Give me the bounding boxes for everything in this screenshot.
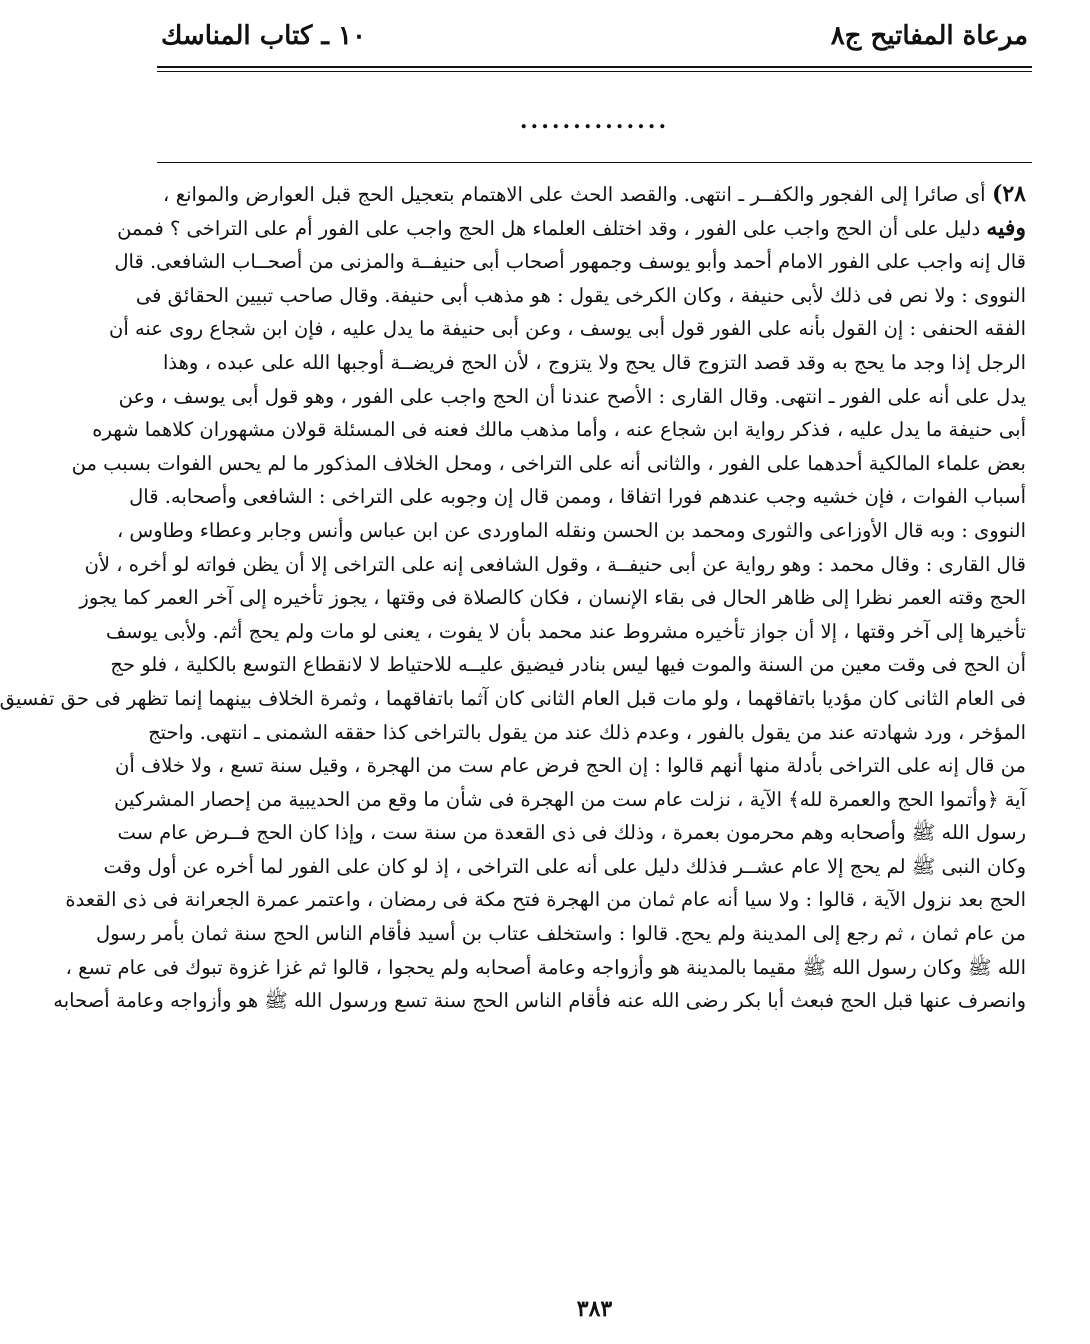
text-line — [79, 581, 1026, 615]
line-text: آية ﴿وأتموا الحج والعمرة لله﴾ الآية ، نزلت عام ست من الهجرة فى شأن ما وقع من الحديبية من إحصار المشركين — [114, 787, 1026, 811]
text-line — [135, 279, 1026, 313]
line-text: بعض علماء المالكية أحدهما على الفور ، والثانى أنه على التراخى ، ومحل الخلاف المذكور ما لم يحس الفوات بسبب من — [71, 451, 1026, 475]
line-text: رسول الله ﷺ وأصحابه وهم محرمون بعمرة ، وذلك فى ذى القعدة من سنة ست ، وإذا كان الحج فــرض عام ست — [117, 821, 1026, 845]
text-line — [116, 514, 1026, 548]
line-text: الله ﷺ وكان رسول الله ﷺ مقيما بالمدينة هو وأزواجه وعامة أصحابه ولم يحجوا ، قالوا ثم غزا غزوة تبوك فى عام تسع ، — [65, 955, 1026, 979]
line-text: الحج بعد نزول الآية ، قالوا : ولا سيا أنه عام ثمان من الهجرة فتح مكة فى رمضان ، واعتمر عمرة الجعرانة فى ذى القعدة — [65, 888, 1026, 912]
line-text: قال القارى : وقال محمد : وهو رواية عن أبى حنيفــة ، وقول الشافعى إنه على التراخى إلا أن يظن فواته لو أخره ، لأن — [84, 552, 1026, 576]
section-separator: .............. — [519, 108, 670, 134]
text-line — [0, 682, 1026, 716]
page-number: ٣٨٣ — [576, 1296, 613, 1322]
line-text: أن الحج فى وقت معين من السنة والموت فيها ليس بنادر فيضيق عليــه للاحتياط لا لانقطاع التوسع بالكلية ، فلو حج — [110, 653, 1026, 677]
line-text: وانصرف عنها قبل الحج فبعث أبا بكر رضى الله عنه فأقام الناس الحج سنة تسع ورسول الله ﷺ هو وأزواجه وعامة أصحابه — [53, 989, 1026, 1013]
line-text: النووى : وبه قال الأوزاعى والثورى ومحمد بن الحسن ونقله الماوردى عن ابن عباس وأنس وجابر وعطاء وطاوس ، — [116, 518, 1026, 542]
text-line — [65, 951, 1026, 985]
line-text: من عام ثمان ، ثم رجع إلى المدينة ولم يحج. قالوا : واستخلف عتاب بن أسيد فأقام الناس الحج سنة ثمان بأمر رسول — [95, 922, 1026, 946]
text-line — [163, 178, 1026, 212]
line-text: المؤخر ، ورد شهادته عند من يقول بالفور ، وعدم ذلك عند من يقول بالتراخى كذا حققه الشمنى ـ انتهى. واحتج — [148, 720, 1026, 744]
line-text: من قال إنه على التراخى بأدلة منها أنهم قالوا : إن الحج فرض عام ست من الهجرة ، وقيل سنة تسع ، ولا خلاف أن — [115, 754, 1026, 778]
text-line — [118, 380, 1026, 414]
text-line — [53, 984, 1026, 1018]
emphasized-word: وفيه — [986, 214, 1026, 241]
footnote-text — [0, 178, 1026, 1238]
text-line — [129, 480, 1026, 514]
header-rule — [157, 66, 1032, 68]
text-line — [148, 716, 1026, 750]
text-line — [65, 883, 1026, 917]
text-line — [71, 447, 1026, 481]
text-line — [114, 245, 1026, 279]
line-text: وكان النبى ﷺ لم يحج إلا عام عشــر فذلك دليل على أنه على التراخى ، إذ لو كان على الفور لما أخره عن أول وقت — [103, 854, 1026, 878]
text-line — [117, 816, 1026, 850]
text-line — [105, 615, 1026, 649]
line-text: فى العام الثانى كان مؤديا باتفاقهما ، ولو مات قبل العام الثانى كان آثما باتفاقهما ، وثمرة الخلاف بينهما إنما تظهر فى حق تفسيق — [0, 686, 1026, 710]
text-line — [103, 850, 1026, 884]
running-header — [161, 14, 1028, 58]
text-line — [92, 413, 1026, 447]
text-line — [84, 548, 1026, 582]
header-rule-thin — [157, 71, 1032, 72]
text-line — [110, 648, 1026, 682]
line-text: تأخيرها إلى آخر وقتها ، إلا أن جواز تأخيره مشروط عند محمد بأن لا يفوت ، يعنى لو مات ولم يحج أثم. ولأبى يوسف — [105, 619, 1026, 643]
book-title: مرعاة المفاتيح ج٨ — [830, 21, 1028, 51]
line-text: قال إنه واجب على الفور الامام أحمد وأبو يوسف وجمهور أصحاب أبى حنيفــة والمزنى من أصحــاب الشافعى. قال — [114, 250, 1026, 274]
chapter-title: ١٠ ـ كتاب المناسك — [161, 21, 366, 51]
line-text: أسباب الفوات ، فإن خشيه وجب عندهم فورا اتفاقا ، وممن قال إن وجوبه على التراخى : الشافعى وأصحابه. قال — [129, 485, 1026, 509]
line-text: الحج وقته العمر نظرا إلى ظاهر الحال فى بقاء الإنسان ، فكان كالصلاة فى وقتها ، يجوز تأخيره إلى آخر العمر كما يجوز — [79, 586, 1026, 610]
line-text: أبى حنيفة ما يدل عليه ، فذكر رواية ابن شجاع عنه ، وأما مذهب مالك فعنه فى المسئلة قولان مشهوران كلاهما شهره — [92, 418, 1026, 442]
text-line — [163, 346, 1026, 380]
text-line — [109, 312, 1026, 346]
text-line — [115, 749, 1026, 783]
footnote-number: ٢٨) — [991, 181, 1026, 207]
text-line — [114, 783, 1026, 817]
line-text: النووى : ولا نص فى ذلك لأبى حنيفة ، وكان الكرخى يقول : هو مذهب أبى حنيفة. وقال صاحب تبيين الحقائق فى — [135, 283, 1026, 307]
line-text: الفقه الحنفى : إن القول بأنه على الفور قول أبى يوسف ، وعن أبى حنيفة ما يدل عليه ، فإن ابن شجاع روى عنه أن — [109, 317, 1026, 341]
line-text: الرجل إذا وجد ما يحج به وقد قصد التزوج قال يحج ولا يتزوج ، لأن الحج فريضــة أوجبها الله على عبده ، وهذا — [163, 350, 1026, 374]
line-text: دليل على أن الحج واجب على الفور ، وقد اختلف العلماء هل الحج واجب على الفور أم على التراخى ؟ فممن — [117, 216, 987, 240]
text-line — [95, 917, 1026, 951]
text-line — [117, 212, 1026, 246]
footnote-rule — [157, 162, 1032, 163]
line-text: أى صائرا إلى الفجور والكفــر ـ انتهى. والقصد الحث على الاهتمام بتعجيل الحج قبل العوارض والموانع ، — [163, 183, 992, 206]
line-text: يدل على أنه على الفور ـ انتهى. وقال القارى : الأصح عندنا أن الحج واجب على الفور ، وهو قول أبى يوسف ، وعن — [118, 384, 1026, 408]
